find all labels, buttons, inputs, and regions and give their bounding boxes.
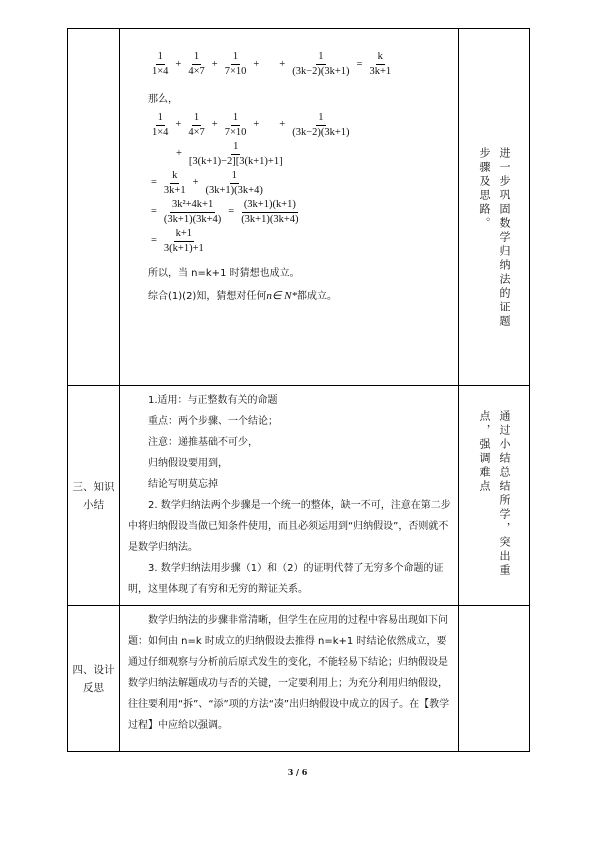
lesson-plan-table: [67, 28, 530, 752]
formula-step-2: = $\frac{\text{3k²+4k+1}}{(3k+1)(3k+4)}$ = $\frac{(3k+1)(k+1)}{(3k+1)(3k+4)}$: [151, 198, 299, 225]
summary-point-2: 2. 数学归纳法两个步骤是一个统一的整体，缺一不可，注意在第二步中将归纳假设当做已知条件使用，而且必须运用到“归纳假设”，否则就不是数学归纳法。: [128, 500, 451, 553]
reflection-row: [68, 606, 530, 752]
page-number: 3 / 6: [287, 767, 308, 777]
conclusion-text: 所以，当 n=k+1 时猜想也成立。: [148, 267, 300, 279]
summary-point-3: 3. 数学归纳法用步骤（1）和（2）的证明代替了无穷多个命题的证明，这里体现了有穷和无穷的辩证关系。: [128, 563, 444, 595]
reflection-text: 数学归纳法的步骤非常清晰，但学生在应用的过程中容易出现如下问题：如何由 n=k 时成立的归纳假设去推得 n=k+1 时结论依然成立，要通过仔细观察与分析前后原式发生的变化，不能轻易下结论；归纳假设是数学归纳法解题成功与否的关键，一定要利用上；为充分利用归纳假设，往往要利用“拆”、“添”项的方法“凑”出归纳假设中成立的因子。在【教学过程】中应给以强调。: [128, 615, 450, 731]
formula-line-3: + $\frac{1}{[3(k+1)-2][3(k+1)+1]}$: [176, 140, 283, 167]
summary-label: 三、知识 小结: [68, 386, 120, 606]
namo-text: 那么，: [148, 94, 178, 105]
summary-line-2: 重点：两个步骤、一个结论；: [148, 416, 278, 427]
summary-line-1: 1.适用：与正整数有关的命题: [148, 395, 278, 406]
summary-content: [120, 386, 459, 606]
formula-step-3: = $\frac{k+1}{3(k+1)+1}$: [151, 227, 204, 254]
proof-row: [68, 29, 530, 386]
proof-content: [120, 29, 459, 386]
reflection-label: 四、设计 反思: [68, 606, 120, 752]
formula-line-2: $\frac{1}{1\times 4}$ + $\frac{1}{4\times 7}$ + $\frac{1}{7\times 10}$ + + $\frac{1}{(3k-2)(3k+1)}$: [152, 111, 350, 138]
proof-row-label: [68, 29, 120, 386]
proof-side-note: 进一步巩固数学归纳法的证题步骤及思路。: [459, 29, 530, 386]
reflection-side-note: [459, 606, 530, 752]
summary-row: [68, 386, 530, 606]
formula-step-1: = $\frac{k}{3k+1}$ + $\frac{1}{(3k+1)(3k+4)}$: [151, 169, 263, 196]
summary-line-4: 归纳假设要用到，: [148, 458, 228, 469]
summary-statement: 综合(1)(2)知，猜想对任何n∈ N*都成立。: [148, 289, 338, 302]
reflection-content: [120, 606, 459, 752]
summary-line-3: 注意：递推基础不可少，: [148, 437, 258, 448]
summary-side-note: 通过小结总结所学，突出重点，强调难点: [459, 386, 530, 606]
summary-line-5: 结论写明莫忘掉: [148, 479, 218, 490]
formula-line-1: $\frac{1}{1\times 4}$ + $\frac{1}{4\times 7}$ + $\frac{1}{7\times 10}$ + + $\frac{1}{(3k-2)(3k+1)}$ = $\frac{k}{3k+1}$: [152, 51, 392, 77]
